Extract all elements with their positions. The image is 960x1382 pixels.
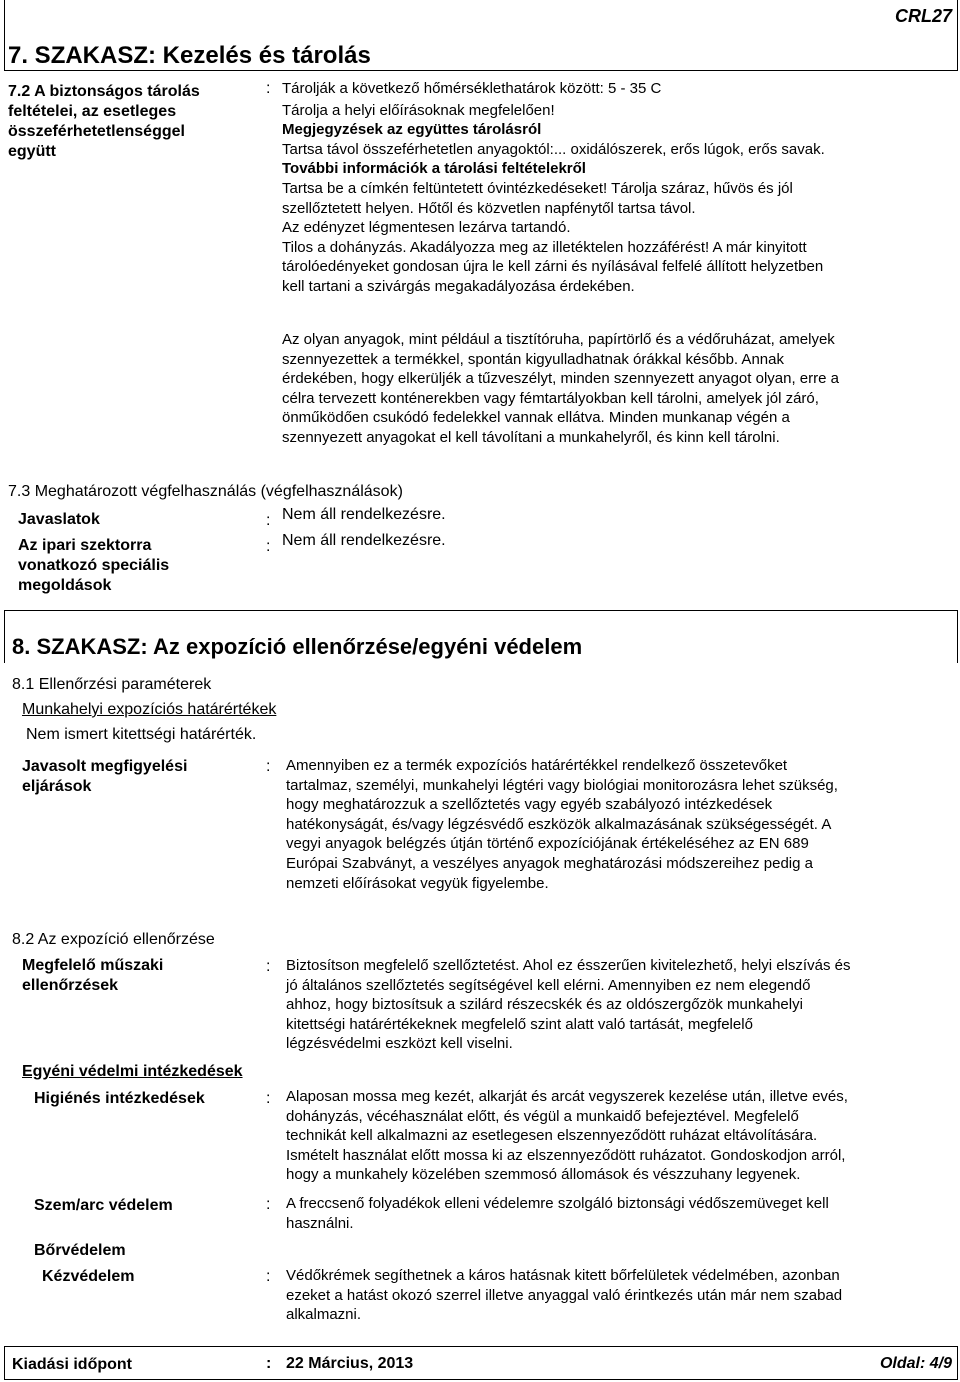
ppe-heading: Egyéni védelmi intézkedések — [22, 1063, 243, 1080]
s72-label: 7.2 A biztonságos tárolás feltételei, az esetleges összeférhetetlenséggel együtt — [8, 83, 200, 160]
s8-colon-1: : — [266, 758, 271, 775]
s81-title: 8.1 Ellenőrzési paraméterek — [12, 676, 212, 693]
eye-label: Szem/arc védelem — [34, 1197, 173, 1214]
s72-paragraph2: Az olyan anyagok, mint például a tisztítóruha, papírtörlő és a védőruházat, amelyek szennyezettek a termékkel, spontán kigyulladhatnak órákkal később. Annak érdekében, hogy elkerüljék a tűzveszélyt, minden szennyezett anyagot olyan, erre a célra tervezett konténerekben vagy fémtartályokban kell tárolni, amelyek jól záró, önműködően csukódó fedelekkel vannak ellátva. Minden munkanap végén a szennyezett anyagokat el kell távolítani a munkahelyről, és kinn kell tárolni. — [282, 331, 839, 446]
eye-text: A freccsenő folyadékok elleni védelemre szolgáló biztonsági védőszemüveget kell használni. — [286, 1195, 829, 1232]
footer-colon: : — [266, 1355, 272, 1372]
s72-text: Tárolják a következő hőmérséklethatárok között: 5 - 35 C Tárolja a helyi előírásoknak megfelelően! Megjegyzések az együttes tárolásról Tartsa távol összeférhetetlen anyagoktól:... oxidálószerek, erős lúgok, erős savak. További információk a tárolási feltételekről Tartsa be a címkén feltüntetett óvintézkedéseket! Tárolja száraz, hűvös és jól szellőztetett helyen. Hőtől és közvetlen napfénytől tartsa távol. Az edényzet légmentesen lezárva tartandó. Tilos a dohányzás. Akadályozza meg az illetéktelen hozzáférést! A már kinyitott tárolóedényeket gondosan újra le kell zárni és nyílásával felfelé állított helyzetben kell tartani a szivárgás megakadályozása érdekében. — [282, 80, 825, 295]
s8-colon-2: : — [266, 958, 271, 975]
engineering-label: Megfelelő műszaki ellenőrzések — [22, 957, 164, 994]
s8-colon-4: : — [266, 1196, 271, 1213]
hand-label: Kézvédelem — [42, 1268, 135, 1285]
s82-title: 8.2 Az expozíció ellenőrzése — [12, 931, 215, 948]
s73-title: 7.3 Meghatározott végfelhasználás (végfelhasználások) — [8, 483, 403, 500]
section7-title: 7. SZAKASZ: Kezelés és tárolás — [8, 42, 371, 69]
s72-colon: : — [266, 80, 271, 97]
engineering-text: Biztosítson megfelelő szellőztetést. Ahol ez ésszerűen kivitelezhető, helyi elszívás és jó általános szellőztetés segítségével kell elérni. Amennyiben ez nem elegendő ahhoz, hogy biztosítsuk a szilárd részecskék és az oldószergőzök munkahelyi kitettségi határértékeknek megfelelő szint alatt való tartását, megfelelő légzésvédelmi eszközt kell viselni. — [286, 957, 851, 1053]
oel-value: Nem ismert kitettségi határérték. — [26, 726, 257, 743]
doc-code: CRL27 — [894, 6, 952, 26]
monitoring-text: Amennyiben ez a termék expozíciós határértékkel rendelkező összetevőket tartalmaz, személyi, munkahelyi légtéri vagy biológiai monitorozásra lehet szükség, hogy meghatározzuk a szellőztetés vagy egyéb szabályozó intézkedések hatékonyságát, és/vagy légzésvédő eszközök alkalmazásának szükségességét. A vegyi anyagok belégzés útján történő expozíciójának értékeléséhez az EN 689 Európai Szabványt, a veszélyes anyagok meghatározási módszereihez pedig a nemzeti előírásokat vegyük figyelembe. — [286, 757, 838, 892]
issue-date-value: 22 Március, 2013 — [286, 1355, 414, 1372]
oel-heading: Munkahelyi expozíciós határértékek — [22, 701, 277, 718]
page-number: Oldal: 4/9 — [879, 1355, 952, 1372]
s73-colon-1: : — [266, 512, 271, 529]
recommendations-value: Nem áll rendelkezésre. — [282, 506, 446, 523]
s8-colon-3: : — [266, 1090, 271, 1107]
s73-colon-2: : — [266, 538, 271, 555]
issue-date-label: Kiadási időpont — [12, 1356, 132, 1373]
s8-colon-5: : — [266, 1268, 271, 1285]
hand-text: Védőkrémek segíthetnek a káros hatásnak kitett bőrfelületek védelmében, azonban ezeket a hatást okozó szerrel illetve anyaggal való érintkezés után már nem szabad alkalmazni. — [286, 1267, 843, 1324]
industrial-label: Az ipari szektorra vonatkozó speciális megoldások — [18, 537, 170, 594]
skin-label: Bőrvédelem — [34, 1242, 126, 1259]
hygiene-text: Alaposan mossa meg kezét, alkarját és arcát vegyszerek kezelése után, illetve evés, dohányzás, vécéhasználat előtt, és végül a munkaidő befejeztével. Megfelelő technikát kell alkalmazni az esetlegesen elszennyeződött ruházat eltávolítására. Ismételt használat előtt mossa ki az elszennyeződött ruházatot. Gondoskodjon arról, hogy a munkahely közelében szemmosó állomások és vészzuhany legyenek. — [286, 1088, 848, 1184]
hygiene-label: Higiénés intézkedések — [34, 1090, 205, 1107]
footer-frame — [4, 1346, 958, 1380]
section8-title: 8. SZAKASZ: Az expozíció ellenőrzése/egyéni védelem — [12, 634, 583, 659]
industrial-value: Nem áll rendelkezésre. — [282, 532, 446, 549]
monitoring-label: Javasolt megfigyelési eljárások — [22, 758, 188, 795]
recommendations-label: Javaslatok — [18, 511, 100, 528]
